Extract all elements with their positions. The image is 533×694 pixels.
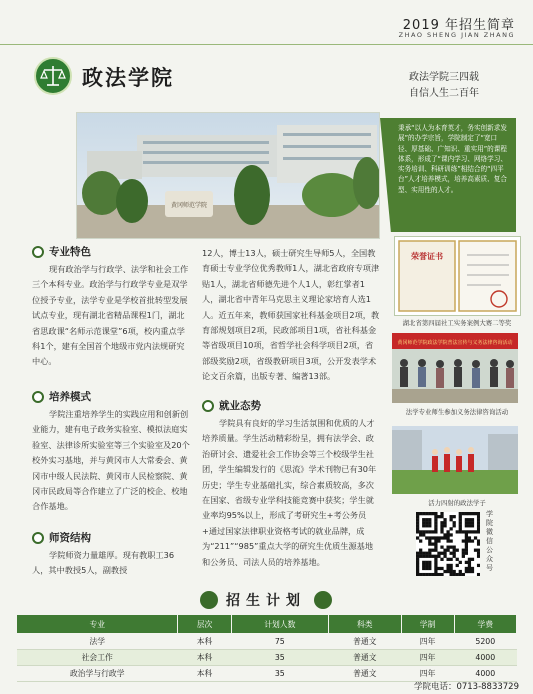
specialty-text: 现有政治学与行政学、法学和社会工作三个本科专业。政治学与行政学专业是双学位授予专业，法学专业是学校首批转型发展试点专业，现有湖北省精品课程1门，湖北省思政课“名师示范课堂”6项，校内重点学科1个，建有全国首个地级市党内法规研究中心。 xyxy=(32,264,189,367)
award-certificate-image xyxy=(394,236,521,316)
table-cell: 四年 xyxy=(401,634,454,650)
slogan-line-2: 自信人生二百年 xyxy=(409,88,479,99)
students-performance-photo xyxy=(392,426,518,494)
table-cell: 35 xyxy=(231,650,329,666)
faculty-text-start: 学院师资力量雄厚。现有教职工36人，其中教授5人，副教授 xyxy=(32,550,175,576)
header-divider xyxy=(0,44,533,45)
table-row xyxy=(17,634,517,650)
college-title: 政法学院 xyxy=(82,66,174,90)
employment-text: 学院具有良好的学习生活氛围和优质的人才培养质量。学生活动精彩纷呈，拥有法学会、政治研讨会、遗爱社会工作协会等三个校级学生社团，学生编辑发行的《思流》学术刊物已有30年历史；学生专业基础扎实，综合素质较高，多次在国家、省级专业学科技能竞赛中获奖；学生就业率均95%以上，形成了考研究生+考公务员+通过国家法律职业资格考试的就业品牌，成为“211”“985”重点大学的研究生优质生源基地和公务员、司法人员的培养基地。 xyxy=(202,418,377,567)
table-cell: 普通文 xyxy=(329,666,401,682)
wechat-qr-code[interactable] xyxy=(416,512,480,576)
qr-caption: 学院微信公众号 xyxy=(486,510,493,572)
section-bullet-icon xyxy=(32,391,44,403)
banner-text: 黄冈师范学院政法学院普法宣传与义务法律咨询活动 xyxy=(397,340,513,346)
scales-of-justice-icon xyxy=(34,57,72,95)
table-cell: 本科 xyxy=(178,650,231,666)
brochure-title: 2019 年招生简章 xyxy=(402,18,515,33)
table-cell: 4000 xyxy=(454,666,516,682)
enrollment-plan-title: 招生计划 xyxy=(226,593,306,609)
column-header: 科类 xyxy=(329,615,401,634)
column-header: 学制 xyxy=(401,615,454,634)
building-sign: 黄冈师范学院 xyxy=(170,202,208,209)
students-caption: 活力四射的政法学子 xyxy=(428,499,486,507)
college-phone: 学院电话：0713-8833729 xyxy=(413,682,519,692)
table-cell: 普通文 xyxy=(329,650,401,666)
table-cell: 75 xyxy=(231,634,329,650)
table-cell: 普通文 xyxy=(329,634,401,650)
table-row xyxy=(17,650,517,666)
table-cell: 本科 xyxy=(178,666,231,682)
table-cell: 法学 xyxy=(17,634,178,650)
section-bullet-icon xyxy=(32,246,44,258)
consultation-caption: 法学专业师生参加义务法律咨询活动 xyxy=(405,408,509,416)
section-heading-specialty: 专业特色 xyxy=(32,244,192,259)
table-cell: 社会工作 xyxy=(17,650,178,666)
column-header: 学费 xyxy=(454,615,516,634)
column-header: 专业 xyxy=(17,615,178,634)
plan-heading-icon xyxy=(314,591,332,609)
table-cell: 4000 xyxy=(454,650,516,666)
cert-caption: 湖北省第四届社工实务案例大赛二等奖 xyxy=(402,319,512,327)
table-cell: 四年 xyxy=(401,666,454,682)
table-cell: 政治学与行政学 xyxy=(17,666,178,682)
table-cell: 四年 xyxy=(401,650,454,666)
section-heading-faculty: 师资结构 xyxy=(32,530,192,545)
section-heading-training: 培养模式 xyxy=(32,389,192,404)
column-header: 层次 xyxy=(178,615,231,634)
enrollment-plan-heading xyxy=(200,590,332,610)
table-header-row xyxy=(17,615,517,634)
table-cell: 35 xyxy=(231,666,329,682)
enrollment-plan-table xyxy=(16,614,517,682)
slogan-line-1: 政法学院三四载 xyxy=(409,72,479,83)
table-cell: 本科 xyxy=(178,634,231,650)
campus-photo xyxy=(76,112,380,239)
intro-text: 秉承“以人为本育英才，务实创新求发展”的办学宗旨，学院制定了“宽口径、厚基础、广知识、重实用”的课程体系，形成了“课内学习、网络学习、实务培训、科研训练”相结合的“四平台”人才培养模式，培养高素质、复合型、实用性的人才。 xyxy=(398,124,507,194)
certificate-title: 荣誉证书 xyxy=(411,252,443,261)
plan-heading-icon xyxy=(200,591,218,609)
training-text: 学院注重培养学生的实践应用和创新创业能力，建有电子政务实验室、模拟法庭实验室、法律诊所实验室等三个实验室及20个校外实习基地，并与黄冈市人大常委会、黄冈市中级人民法院、黄冈市人民检察院、黄冈市民政局等合作建立了广泛的校企、校地合作基地。 xyxy=(32,409,190,512)
legal-consultation-photo xyxy=(392,333,518,403)
section-bullet-icon xyxy=(32,532,44,544)
brochure-subtitle: ZHAO SHENG JIAN ZHANG xyxy=(398,31,515,39)
section-bullet-icon xyxy=(202,400,214,412)
table-cell: 5200 xyxy=(454,634,516,650)
column-header: 计划人数 xyxy=(231,615,329,634)
section-heading-employment: 就业态势 xyxy=(202,398,372,413)
faculty-text-continued: 12人，博士13人，硕士研究生导师5人，全国教育硕士专业学位优秀教师1人，湖北省政府专项津贴1人，湖北省师德先进个人1人，彰红掌者1人，湖北省中青年马克思主义理论家培育人选1人。近五年来，教师获国家社科基金项目2项，教育部规划项目2项，民政部项目1项，省社科基金等省级项目10项，省哲学社会科学项目2项，省部级奖励2项，省级教研项目3项，公开发表学术论文百余篇，出版专著、编著13部。 xyxy=(202,248,380,382)
